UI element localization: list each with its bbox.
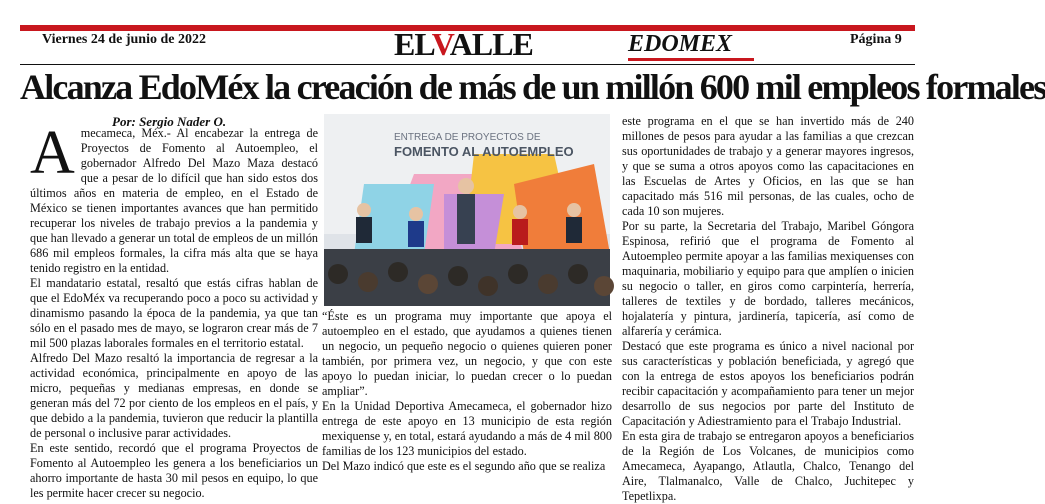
masthead-el: EL [394, 26, 432, 62]
masthead-v: V [431, 26, 450, 62]
photo-banner-line1: ENTREGA DE PROYECTOS DE [394, 132, 541, 143]
article-photo [324, 114, 610, 306]
event-photo-illustration [324, 114, 610, 306]
article-column-2 [322, 309, 612, 474]
issue-date: Viernes 24 de junio de 2022 [42, 32, 206, 47]
page-number: Página 9 [850, 32, 902, 47]
paragraph: Por su parte, la Secretaria del Trabajo, Maribel Góngora Espinosa, refirió que el programa de Fomento al Autoempleo permite apoyar a las familias mexiquenses con maquinaria, mobiliario y equipo para que amplíen o inicien su negocio o taller, en giros como carpintería, herrería, talleres de textiles y de bordado, talleres mecánicos, hojalatería y pintura, jardinería, tapicería, así como de alfarería y cerámica. [622, 219, 914, 338]
paragraph: Destacó que este programa es único a nivel nacional por sus características y población beneficiada, y agregó que con la entrega de estos apoyos los beneficiarios podrán recibir capacitación y acompañamiento para tener un mejor desarrollo de sus negocios por parte del Instituto de Capacitación y Adiestramiento para el Trabajo Industrial. [622, 339, 914, 428]
paragraph-text: mecameca, Méx.- Al encabezar la entrega de Proyectos de Fomento al Autoempleo, el gobernador Alfredo Del Mazo Maza destacó que a pesar de lo difícil que han sido estos dos últimos años en materia de empleo, en el Estado de México se tienen importantes avances que han permitido recuperar los niveles de trabajo previos a la pandemia y que han llevado a generar un total de empleos de un millón 686 mil empleos formales, la cifra más alta que se haya tenido registro en la entidad. [30, 126, 319, 275]
header-divider [20, 64, 915, 65]
article-headline: Alcanza EdoMéx la creación de más de un millón 600 mil empleos formales [20, 67, 1045, 107]
paragraph: En este sentido, recordó que el programa Proyectos de Fomento al Autoempleo les genera a los beneficiarios un ahorro importante de hasta 30 mil pesos en equipo, lo que les permite hacer crecer su negocio. [30, 441, 318, 500]
article-column-3 [622, 114, 914, 504]
section-underline [628, 58, 754, 61]
paragraph: Alfredo Del Mazo resaltó la importancia de regresar a la actividad económica, principalmente en apoyo de las micro, pequeñas y medianas empresas, en donde se generan más del 72 por ciento de los empleos en el país, y que debido a la pandemia, tuvieron que reducir la plantilla de personal o inclusive parar actividades. [30, 351, 318, 440]
masthead-logo [394, 26, 533, 62]
paragraph: El mandatario estatal, resaltó que estás cifras hablan de que el EdoMéx va recuperando poco a poco su actividad y dinamismo pasando la época de la pandemia, ya que tan sólo en el pasado mes de mayo, se lograron crear más de 7 mil 500 plazas laborales formales en el territorio estatal. [30, 276, 318, 350]
paragraph: En la Unidad Deportiva Amecameca, el gobernador hizo entrega de este apoyo en 13 municipio de esta región mexiquense y, en total, estará ayudando a más de 4 mil 800 familias de los 123 municipios del estado. [322, 399, 612, 458]
section-title: EDOMEX [628, 31, 733, 57]
paragraph: Del Mazo indicó que este es el segundo año que se realiza [322, 459, 606, 473]
drop-cap: A [30, 119, 75, 187]
article-byline: Por: Sergio Nader O. [112, 114, 227, 129]
paragraph: En esta gira de trabajo se entregaron apoyos a beneficiarios de la Región de Los Volcanes, de municipios como Amecameca, Ayapango, Atlautla, Chalco, Tenango del Aire, Tlalmanalco, Valle de Chalco, Juchitepec y Tepetlixpa. [622, 429, 914, 503]
photo-banner-line2: FOMENTO AL AUTOEMPLEO [394, 144, 574, 159]
paragraph: este programa en el que se han invertido más de 240 millones de pesos para ayudar a las familias a que crezcan sus oportunidades de trabajo y a generar mayores ingresos, y que se suma a otros apoyos como las capacitaciones en las Escuelas de Artes y Oficios, en las que se han capacitado más 516 mil personas, de las cuales, ocho de cada 10 son mujeres. [622, 114, 914, 218]
paragraph: “Éste es un programa muy importante que apoya el autoempleo en el estado, que ayudamos a quienes tienen un negocio, un pequeño negocio o quienes quieren poner también, por primera vez, un negocio, y que con este apoyo lo puedan iniciar, lo puedan crecer o lo puedan ampliar”. [322, 309, 612, 398]
masthead-alle: ALLE [449, 26, 533, 62]
